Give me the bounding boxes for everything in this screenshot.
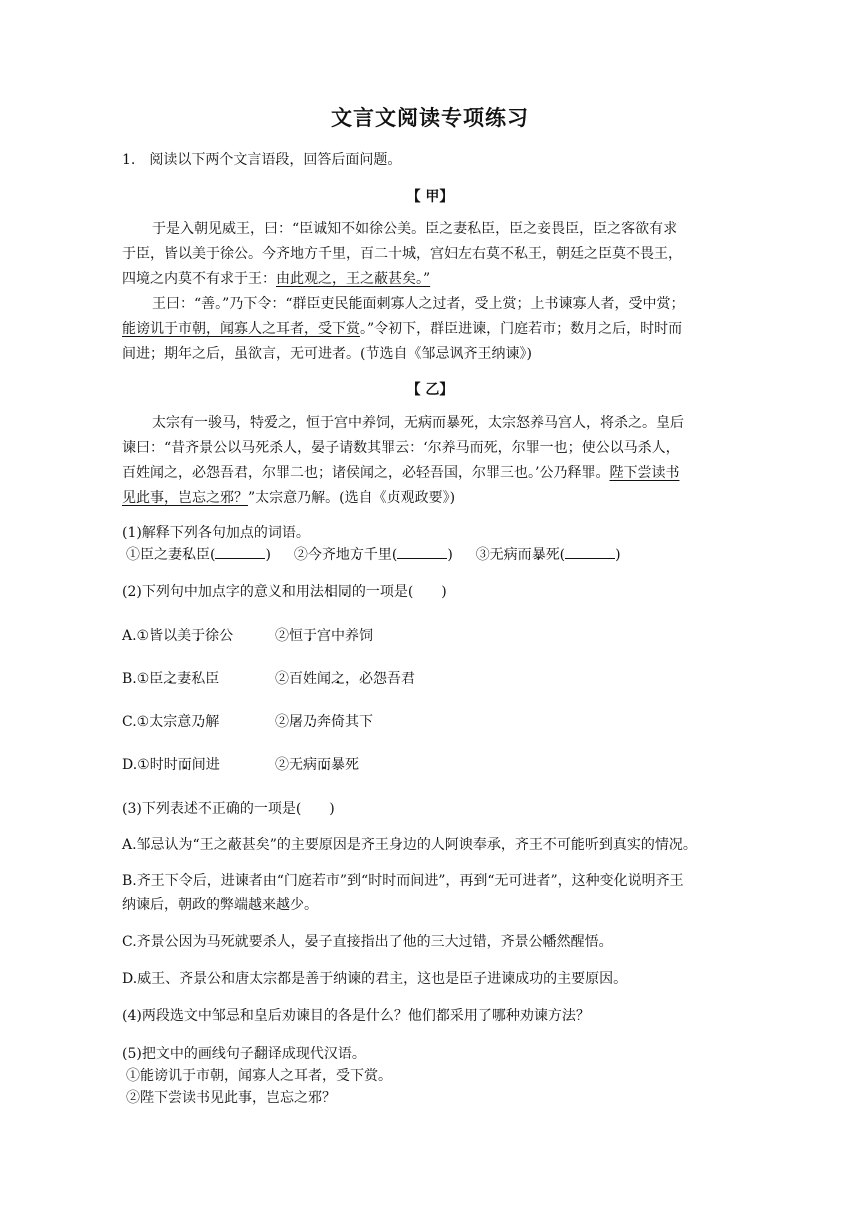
option-b-right bbox=[275, 667, 415, 691]
item-text: 千里( bbox=[363, 547, 398, 563]
option-text: C.①太宗意 bbox=[122, 714, 192, 730]
passage-text: ”太宗意乃解。(选自《贞观政要》) bbox=[248, 490, 456, 506]
passage-line: 太宗有一骏马，特爱之，恒于宫中养饲，无病而暴死，太宗怒养马宫人，将杀之。皇后 bbox=[152, 415, 684, 431]
dotted-char: 之 • bbox=[331, 667, 345, 691]
option-text: D.①时时 bbox=[122, 757, 178, 773]
item-3 bbox=[476, 547, 621, 563]
option-text: ②百姓闻 bbox=[275, 671, 331, 687]
question-text: 的一项是( ) bbox=[351, 584, 447, 600]
item-text: ①臣之妻 bbox=[126, 547, 182, 563]
option-c-right bbox=[275, 710, 373, 734]
question-1-intro: 1. 阅读以下两个文言语段，回答后面问题。 bbox=[122, 152, 402, 168]
dotted-char: 于 • bbox=[191, 624, 205, 648]
subquestion-2 bbox=[122, 580, 447, 604]
passage-line: 王曰：“善。”乃下令：“群臣吏民能面刺寡人之过者，受上赏；上书谏寡人者，受中赏； bbox=[152, 296, 685, 312]
option-d-left[interactable] bbox=[122, 753, 220, 777]
item-1 bbox=[126, 547, 271, 563]
option-text: ②恒 bbox=[275, 628, 303, 644]
option-c[interactable]: C.齐景公因为马死就要杀人，晏子直接指出了他的三大过错，齐景公幡然醒悟。 bbox=[122, 934, 613, 950]
option-text: ②无病 bbox=[275, 757, 317, 773]
answer-blank[interactable] bbox=[215, 544, 265, 559]
answer-blank[interactable] bbox=[565, 544, 615, 559]
option-text: ，必怨吾君 bbox=[345, 671, 415, 687]
passage-line: 于是入朝见威王，曰：“臣诚知不如徐公美。臣之妻私臣，臣之妾畏臣，臣之客欲有求 bbox=[152, 221, 678, 237]
option-text: 间进 bbox=[191, 757, 220, 773]
passage-line: 间进；期年之后，虽欲言，无可进者。(节选自《邹忌讽齐王纳谏》) bbox=[122, 346, 532, 362]
dotted-char: 私 • bbox=[182, 543, 196, 567]
option-a-left[interactable] bbox=[122, 624, 233, 648]
passage-line bbox=[122, 461, 679, 485]
underlined-sentence: 由此观之，王之蔽甚矣。” bbox=[276, 271, 431, 287]
subquestion-1-items bbox=[126, 543, 621, 567]
passage-text: 四境之内莫不有求于王： bbox=[122, 271, 276, 287]
passage-jia-heading: 【 甲】 bbox=[406, 189, 454, 205]
option-text: 解 bbox=[205, 714, 220, 730]
item-text: ) bbox=[265, 547, 271, 563]
item-text: ) bbox=[615, 547, 621, 563]
option-text: B.①臣 bbox=[122, 671, 164, 687]
option-text: 妻私臣 bbox=[177, 671, 220, 687]
option-text: ②屠 bbox=[275, 714, 303, 730]
underlined-sentence: 见此事，岂忘之邪？ bbox=[122, 490, 248, 506]
subquestion-5: (5)把文中的画线句子翻译成现代汉语。 bbox=[122, 1046, 366, 1062]
option-a-right bbox=[275, 624, 373, 648]
subquestion-4: (4)两段选文中邹忌和皇后劝谏目的各是什么？他们都采用了哪种劝谏方法？ bbox=[122, 1008, 590, 1024]
passage-line bbox=[122, 267, 430, 291]
passage-line bbox=[122, 317, 682, 341]
dotted-char: 于 • bbox=[303, 624, 317, 648]
question-text: (2)下列句中加点字的意义和用法 bbox=[122, 584, 324, 600]
item-text: 臣( bbox=[196, 547, 216, 563]
option-b-continued: 纳谏后，朝政的弊端越来越少。 bbox=[122, 897, 318, 913]
dotted-char: 暴 • bbox=[532, 543, 546, 567]
passage-line: 于臣，皆以美于徐公。今齐地方千里，百二十城，宫妇左右莫不私王，朝廷之臣莫不畏王， bbox=[122, 246, 682, 262]
dotted-char: 乃 • bbox=[191, 710, 205, 734]
option-c-left[interactable] bbox=[122, 710, 219, 734]
passage-line bbox=[122, 486, 455, 510]
passage-line: 谏曰：“昔齐景公以马死杀人，晏子请数其罪云：‘尔养马而死，尔罪一也；使公以马杀人， bbox=[122, 440, 680, 456]
option-text: 奔倚其下 bbox=[317, 714, 373, 730]
dotted-char: 而 • bbox=[317, 753, 331, 777]
underlined-sentence: 能谤讥于市朝，闻寡人之耳者，受下赏 bbox=[122, 321, 360, 337]
option-b-left[interactable] bbox=[122, 667, 219, 691]
option-text: 徐公 bbox=[205, 628, 234, 644]
item-2 bbox=[294, 547, 453, 563]
option-d[interactable]: D.威王、齐景公和唐太宗都是善于纳谏的君主，这也是臣子进谏成功的主要原因。 bbox=[122, 971, 628, 987]
answer-blank[interactable] bbox=[397, 544, 447, 559]
passage-yi-heading: 【 乙】 bbox=[406, 382, 454, 398]
underlined-sentence: 陛下尝读书 bbox=[609, 465, 680, 481]
dotted-char: 同 • bbox=[338, 580, 352, 604]
dotted-char: 之 • bbox=[163, 667, 177, 691]
passage-text: 。”令初下，群臣进谏，门庭若市；数月之后，时时而 bbox=[360, 321, 683, 337]
option-text: A.①皆以美 bbox=[122, 628, 192, 644]
dotted-char: 而 • bbox=[178, 753, 192, 777]
option-d-right bbox=[275, 753, 359, 777]
item-text: ②今齐地 bbox=[293, 547, 350, 563]
subquestion-5-item-1: ①能谤讥于市朝，闻寡人之耳者，受下赏。 bbox=[126, 1068, 392, 1084]
option-a[interactable]: A.邹忌认为“王之蔽甚矣”的主要原因是齐王身边的人阿谀奉承，齐王不可能听到真实的情况。 bbox=[122, 837, 697, 853]
item-text: 死( bbox=[545, 547, 566, 563]
item-text: ③无病而 bbox=[475, 547, 532, 563]
option-text: 宫中养饲 bbox=[317, 628, 373, 644]
page-title: 文言文阅读专项练习 bbox=[331, 105, 529, 130]
subquestion-3: (3)下列表述不正确的一项是( ) bbox=[122, 801, 335, 817]
dotted-char: 方 • bbox=[350, 543, 364, 567]
option-b[interactable]: B.齐王下令后，进谏者由“门庭若市”到“时时而间进”，再到“无可进者”，这种变化说明齐王 bbox=[122, 873, 684, 889]
subquestion-1: (1)解释下列各句加点的词语。 bbox=[122, 525, 310, 541]
subquestion-5-item-2: ②陛下尝读书见此事，岂忘之邪？ bbox=[126, 1090, 336, 1106]
passage-text: 百姓闻之，必怨吾君，尔罪二也；诸侯闻之，必轻吾国，尔罪三也。’公乃释罪。 bbox=[122, 465, 610, 481]
option-text: 暴死 bbox=[331, 757, 359, 773]
dotted-char: 相 • bbox=[324, 580, 338, 604]
item-text: ) bbox=[447, 547, 453, 563]
dotted-char: 乃 • bbox=[303, 710, 317, 734]
